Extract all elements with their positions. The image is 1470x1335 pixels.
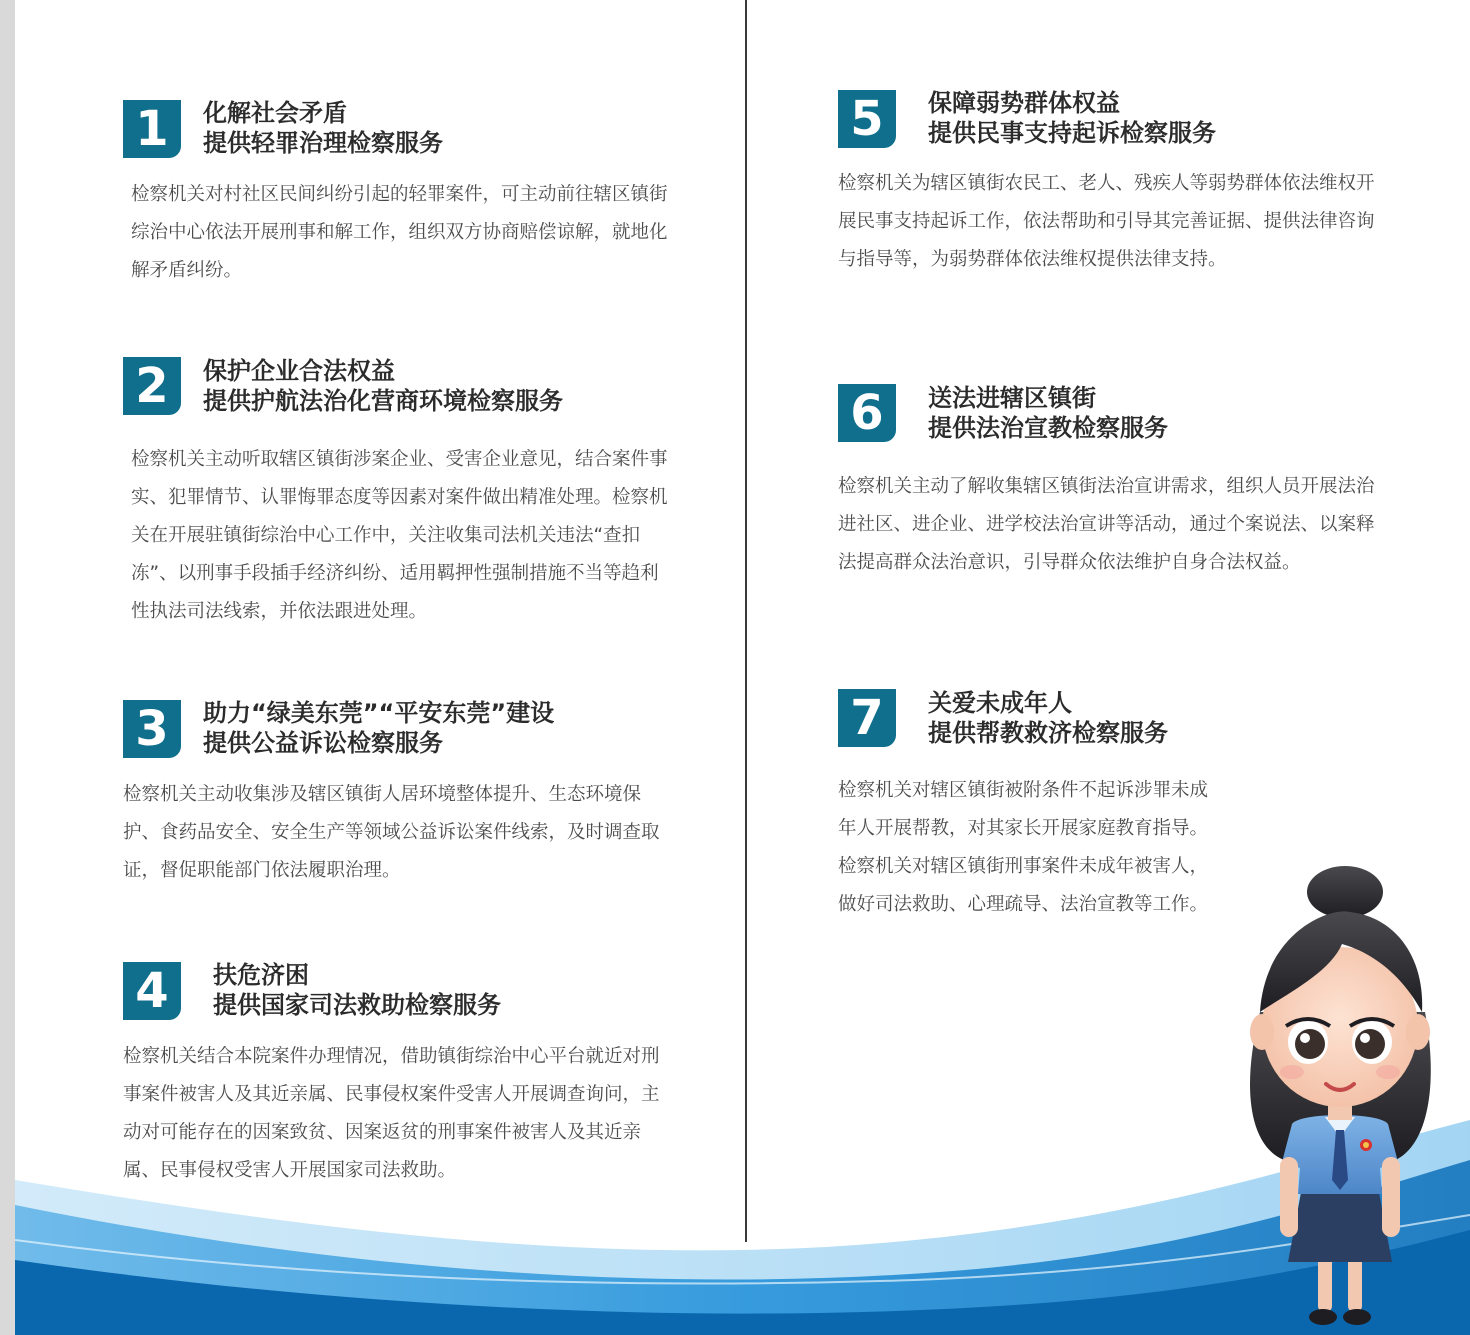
section-title-line2: 提供公益诉讼检察服务 bbox=[203, 729, 443, 757]
section-title-line2: 提供轻罪治理检察服务 bbox=[203, 129, 443, 157]
section-number-badge: 4 bbox=[123, 962, 181, 1020]
section-body: 检察机关主动听取辖区镇街涉案企业、受害企业意见，结合案件事实、犯罪情节、认罪悔罪态度等因素对案件做出精准处理。检察机关在开展驻镇街综治中心工作中，关注收集司法机关违法“查扣冻”、以刑事手段插手经济纠纷、适用羁押性强制措施不当等趋利性执法司法线索，并依法跟进处理。 bbox=[131, 449, 668, 622]
section-title-line1: 扶危济困 bbox=[213, 961, 309, 989]
section-title-line1: 保障弱势群体权益 bbox=[928, 89, 1120, 117]
section-title-line1: 助力“绿美东莞”“平安东莞”建设 bbox=[203, 699, 555, 727]
section-title-line2: 提供护航法治化营商环境检察服务 bbox=[203, 387, 563, 415]
document-page bbox=[15, 0, 1470, 1335]
section-number-badge: 5 bbox=[838, 90, 896, 148]
section-title-line1: 化解社会矛盾 bbox=[203, 99, 347, 127]
section-title-line1: 保护企业合法权益 bbox=[203, 357, 395, 385]
section-title-line2: 提供国家司法救助检察服务 bbox=[213, 991, 501, 1019]
section-body: 检察机关对村社区民间纠纷引起的轻罪案件，可主动前往辖区镇街综治中心依法开展刑事和解工作，组织双方协商赔偿谅解，就地化解矛盾纠纷。 bbox=[131, 184, 668, 281]
section-body: 检察机关主动了解收集辖区镇街法治宣讲需求，组织人员开展法治进社区、进企业、进学校法治宣讲等活动，通过个案说法、以案释法提高群众法治意识，引导群众依法维护自身合法权益。 bbox=[838, 476, 1375, 573]
page-gutter bbox=[745, 0, 747, 1242]
section-number-badge: 7 bbox=[838, 689, 896, 747]
section-body: 检察机关结合本院案件办理情况，借助镇街综治中心平台就近对刑事案件被害人及其近亲属、民事侵权案件受害人开展调查询问，主动对可能存在的因案致贫、因案返贫的刑事案件被害人及其近亲属、民事侵权受害人开展国家司法救助。 bbox=[123, 1046, 660, 1181]
section-title-line2: 提供民事支持起诉检察服务 bbox=[928, 119, 1216, 147]
section-number-badge: 1 bbox=[123, 100, 181, 158]
section-number-badge: 3 bbox=[123, 700, 181, 758]
section-body: 检察机关为辖区镇街农民工、老人、残疾人等弱势群体依法维权开展民事支持起诉工作，依法帮助和引导其完善证据、提供法律咨询与指导等，为弱势群体依法维权提供法律支持。 bbox=[838, 173, 1375, 270]
section-title-line2: 提供帮教救济检察服务 bbox=[928, 719, 1168, 747]
section-body: 检察机关主动收集涉及辖区镇街人居环境整体提升、生态环境保护、食药品安全、安全生产等领域公益诉讼案件线索，及时调查取证，督促职能部门依法履职治理。 bbox=[123, 784, 660, 881]
section-body: 检察机关对辖区镇街被附条件不起诉涉罪未成年人开展帮教，对其家长开展家庭教育指导。检察机关对辖区镇街刑事案件未成年被害人，做好司法救助、心理疏导、法治宣教等工作。 bbox=[838, 780, 1209, 915]
section-title-line2: 提供法治宣教检察服务 bbox=[928, 414, 1168, 442]
procurator-mascot-illustration bbox=[1220, 862, 1460, 1332]
section-number-badge: 2 bbox=[123, 357, 181, 415]
section-number-badge: 6 bbox=[838, 384, 896, 442]
section-title-line1: 送法进辖区镇街 bbox=[928, 384, 1096, 412]
section-title-line1: 关爱未成年人 bbox=[928, 689, 1072, 717]
